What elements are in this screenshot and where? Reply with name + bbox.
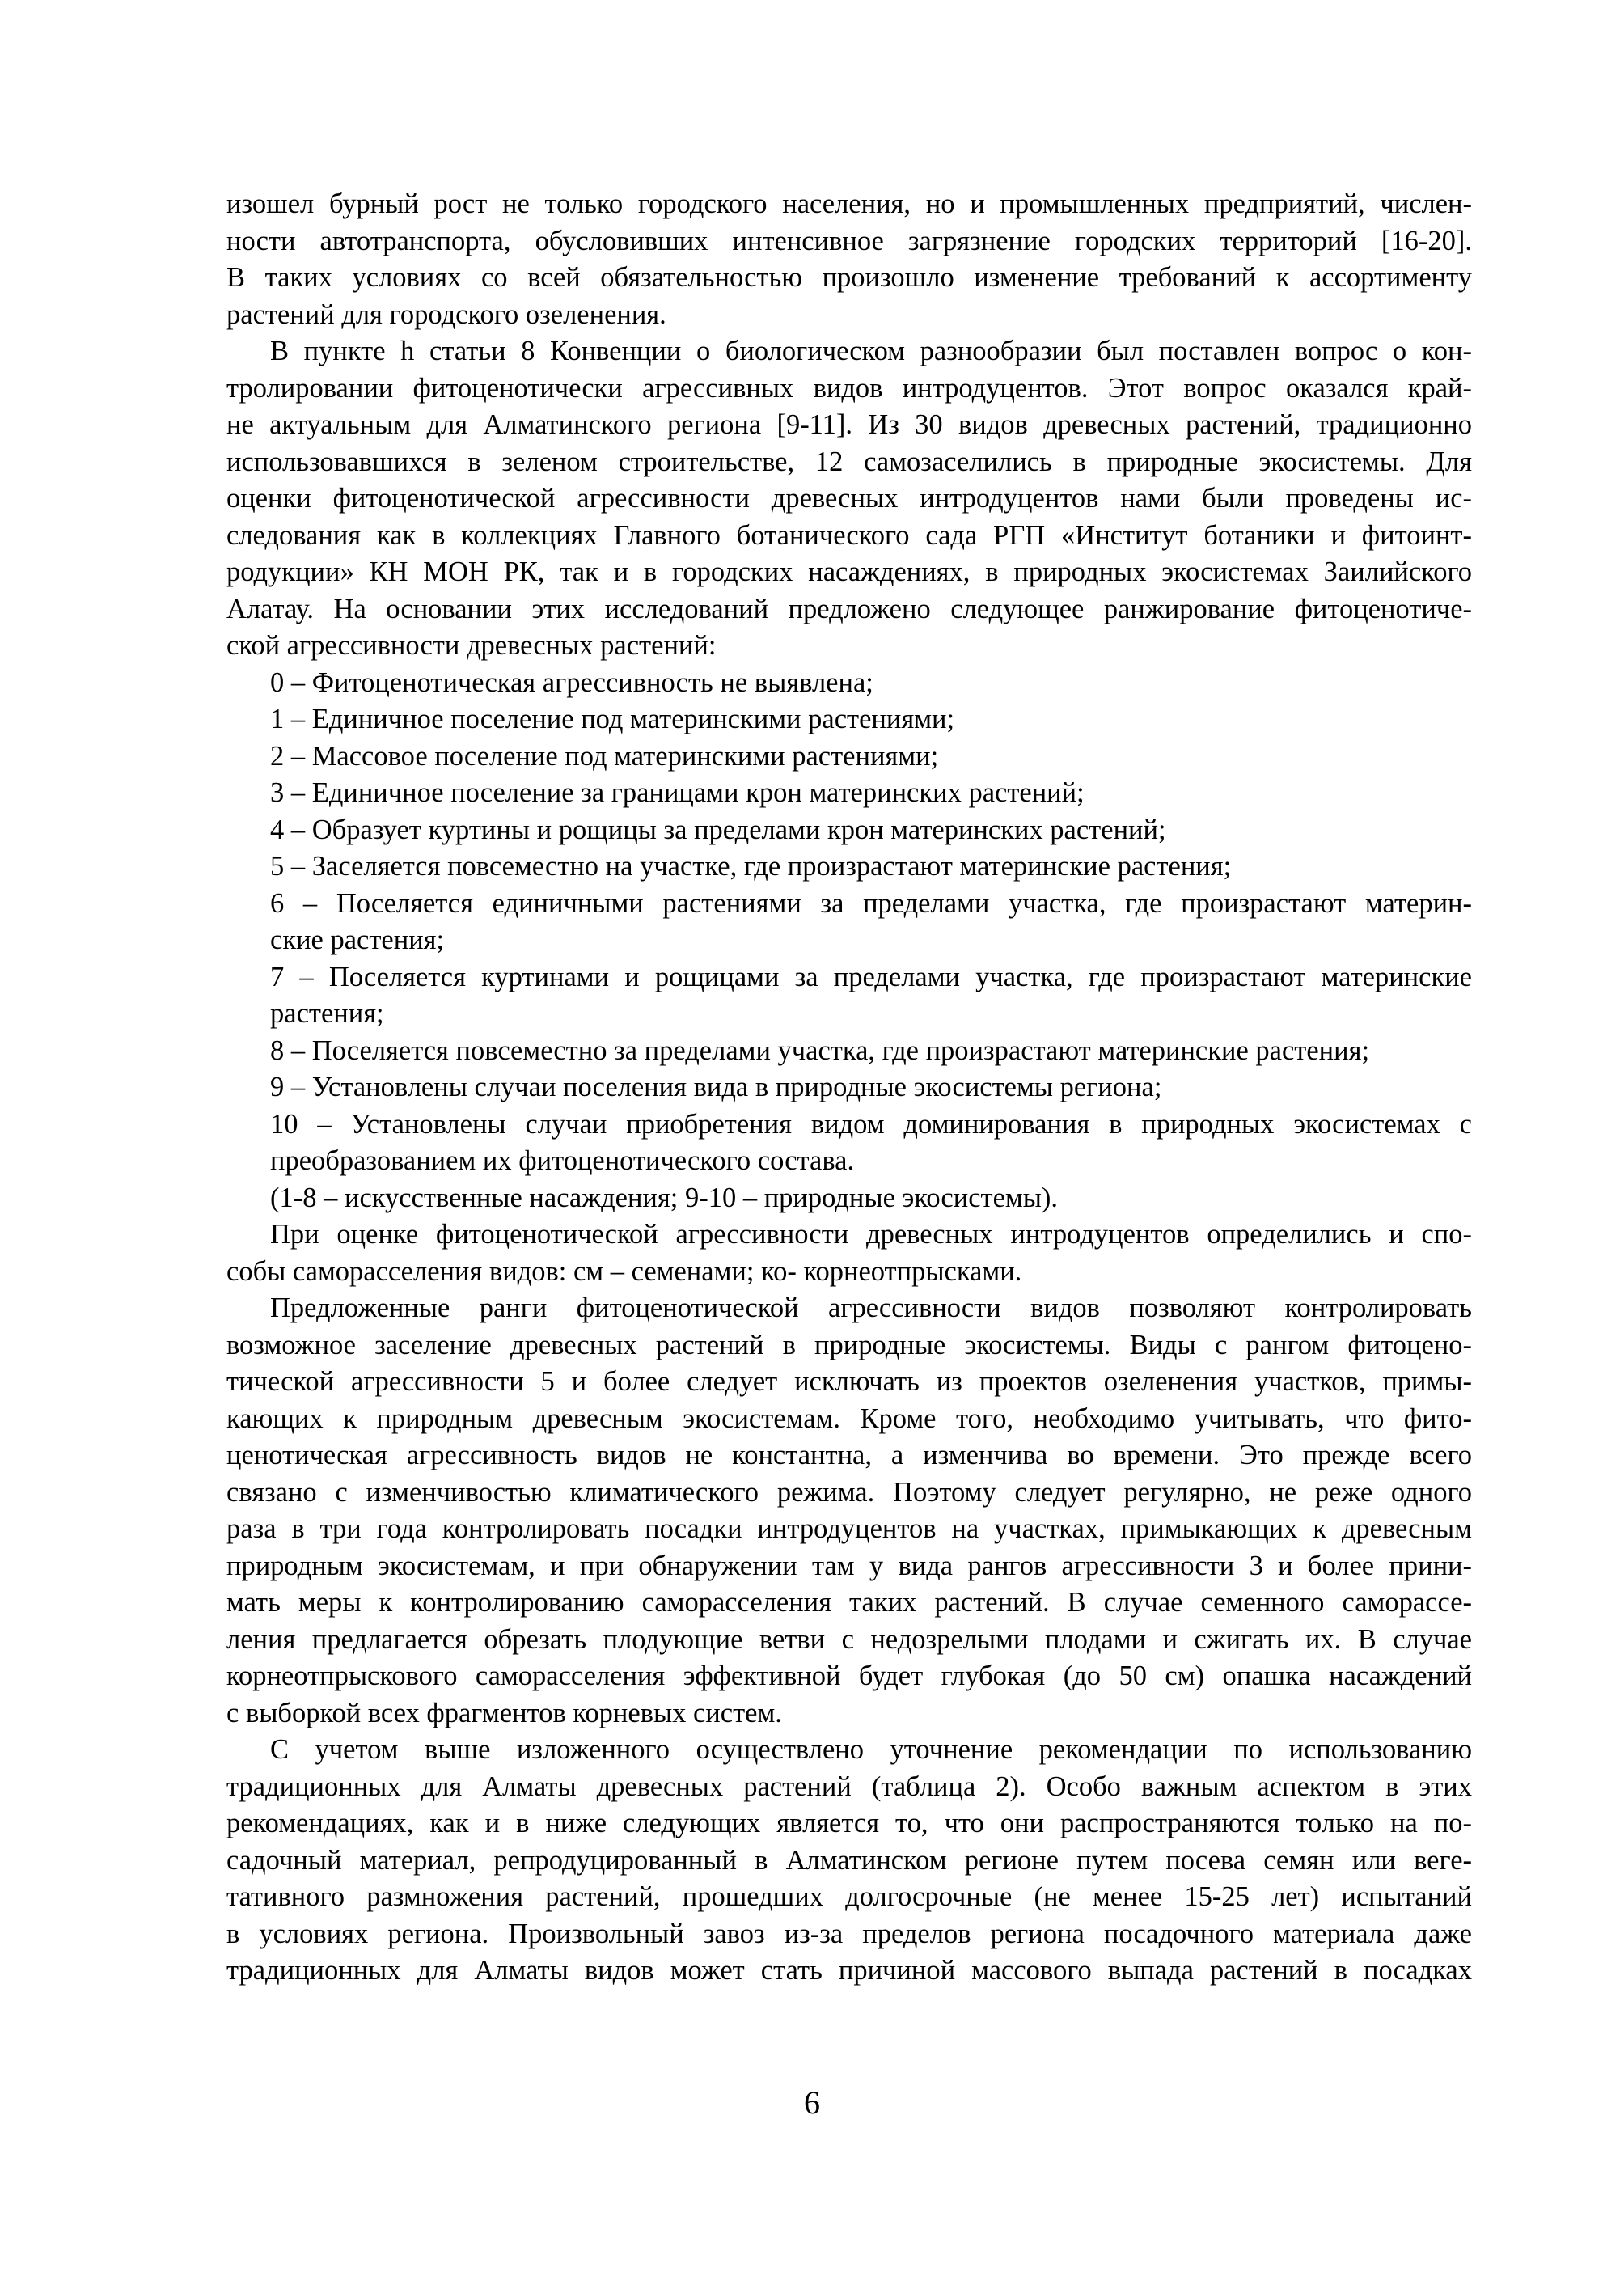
text-line: тической агрессивности 5 и более следует исключать из проектов озеленения участков, примы- (226, 1366, 1472, 1397)
text-line: растения; (270, 998, 384, 1029)
paragraph-ranks-control (226, 1290, 1472, 1732)
text-line: 10 – Установлены случаи приобретения видом доминирования в природных экосистемах с (270, 1108, 1472, 1140)
page-number: 6 (804, 2084, 820, 2121)
paragraph-self-dispersal (226, 1216, 1472, 1290)
text-line: Алатау. На основании этих исследований предложено следующее ранжирование фитоценотиче- (226, 593, 1472, 624)
rank-item-7 (270, 959, 1472, 1033)
paragraph-convention (226, 333, 1472, 665)
text-line: 2 – Массовое поселение под материнскими растениями; (270, 740, 939, 772)
text-line: связано с изменчивостью климатического режима. Поэтому следует регулярно, не реже одного (226, 1476, 1472, 1508)
rank-item-6 (270, 886, 1472, 959)
paragraph-urban-growth (226, 186, 1472, 333)
text-line: ности автотранспорта, обусловивших интенсивное загрязнение городских территорий [16-20]. (226, 225, 1472, 256)
text-line: в условиях региона. Произвольный завоз из-за пределов региона посадочного материала даже (226, 1918, 1472, 1949)
text-line: 9 – Установлены случаи поселения вида в природные экосистемы региона; (270, 1072, 1162, 1102)
text-line: с выборкой всех фрагментов корневых систем. (226, 1697, 782, 1728)
rank-item-1 (270, 701, 1472, 738)
rank-item-8 (270, 1033, 1472, 1070)
text-line: следования как в коллекциях Главного ботанического сада РГП «Институт ботаники и фитоинт- (226, 519, 1472, 551)
text-line: 3 – Единичное поселение за границами крон материнских растений; (270, 777, 1085, 808)
text-line: 8 – Поселяется повсеместно за пределами участка, где произрастают материнские растения; (270, 1034, 1370, 1066)
text-line: корнеотпрыскового саморасселения эффективной будет глубокая (до 50 см) опашка насаждений (226, 1661, 1472, 1691)
text-line: оценки фитоценотической агрессивности древесных интродуцентов нами были проведены ис- (226, 483, 1472, 514)
text-line: рекомендациях, как и в ниже следующих является то, что они распространяются только на по- (226, 1808, 1472, 1838)
text-line: раза в три года контролировать посадки интродуцентов на участках, примыкающих к древесным (226, 1513, 1472, 1544)
text-line: 7 – Поселяется куртинами и рощицами за пределами участка, где произрастают материнские (270, 961, 1472, 992)
text-line: 0 – Фитоценотическая агрессивность не выявлена; (270, 666, 873, 698)
text-line: В таких условиях со всей обязательностью произошло изменение требований к ассортименту (226, 262, 1472, 293)
text-line: тролировании фитоценотически агрессивных видов интродуцентов. Этот вопрос оказался край- (226, 372, 1472, 404)
rank-item-10 (270, 1106, 1472, 1180)
paragraph-recommendations (226, 1732, 1472, 1990)
text-line: С учетом выше изложенного осуществлено уточнение рекомендации по использованию (270, 1734, 1472, 1765)
rank-item-0 (270, 665, 1472, 702)
rank-note (270, 1180, 1472, 1217)
rank-item-3 (270, 775, 1472, 812)
text-line: тативного размножения растений, прошедших долгосрочные (не менее 15-25 лет) испытаний (226, 1881, 1472, 1912)
text-line: 4 – Образует куртины и рощицы за пределами крон материнских растений; (270, 814, 1166, 845)
text-line: 6 – Поселяется единичными растениями за пределами участка, где произрастают материн- (270, 887, 1472, 919)
text-line: не актуальным для Алматинского региона [9-11]. Из 30 видов древесных растений, традиционно (226, 409, 1472, 440)
text-line: родукции» КН МОН РК, так и в городских насаждениях, в природных экосистемах Заилийского (226, 556, 1472, 587)
text-line: собы саморасселения видов: см – семенами; ко- корнеотпрысками. (226, 1255, 1022, 1287)
text-line: ления предлагается обрезать плодующие ветви с недозрелыми плодами и сжигать их. В случае (226, 1623, 1472, 1655)
text-line: преобразованием их фитоценотического состава. (270, 1145, 855, 1176)
rank-item-4 (270, 812, 1472, 849)
rank-item-9 (270, 1069, 1472, 1106)
text-line: ценотическая агрессивность видов не константна, а изменчива во времени. Это прежде всего (226, 1440, 1472, 1470)
rank-item-2 (270, 738, 1472, 776)
text-line: Предложенные ранги фитоценотической агрессивности видов позволяют контролировать (270, 1292, 1472, 1323)
text-line: (1-8 – искусственные насаждения; 9-10 – природные экосистемы). (270, 1182, 1059, 1213)
text-line: ской агрессивности древесных растений: (226, 630, 717, 661)
text-line: 1 – Единичное поселение под материнскими растениями; (270, 704, 955, 734)
text-line: изошел бурный рост не только городского населения, но и промышленных предприятий, числен- (226, 188, 1472, 219)
text-line: 5 – Заселяется повсеместно на участке, где произрастают материнские растения; (270, 851, 1232, 882)
text-line: растений для городского озеленения. (226, 298, 666, 330)
text-line: традиционных для Алматы древесных растений (таблица 2). Особо важным аспектом в этих (226, 1771, 1472, 1802)
text-line: садочный материал, репродуцированный в Алматинском регионе путем посева семян или веге- (226, 1844, 1472, 1876)
text-line: мать меры к контролированию саморасселения таких растений. В случае семенного саморассе- (226, 1587, 1472, 1618)
text-line: использовавшихся в зеленом строительстве, 12 самозаселились в природные экосистемы. Для (226, 446, 1472, 477)
text-line: При оценке фитоценотической агрессивности древесных интродуцентов определились и спо- (270, 1219, 1472, 1250)
text-line: ские растения; (270, 924, 445, 955)
text-line: природным экосистемам, и при обнаружении там у вида рангов агрессивности 3 и более прини- (226, 1550, 1472, 1581)
text-line: традиционных для Алматы видов может стать причиной массового выпада растений в посадках (226, 1955, 1472, 1986)
text-line: возможное заселение древесных растений в природные экосистемы. Виды с рангом фитоцено- (226, 1329, 1472, 1360)
text-line: В пункте h статьи 8 Конвенции о биологическом разнообразии был поставлен вопрос о кон- (270, 336, 1472, 366)
text-line: кающих к природным древесным экосистемам. Кроме того, необходимо учитывать, что фито- (226, 1402, 1472, 1434)
page-content (226, 186, 1472, 1990)
rank-item-5 (270, 848, 1472, 886)
